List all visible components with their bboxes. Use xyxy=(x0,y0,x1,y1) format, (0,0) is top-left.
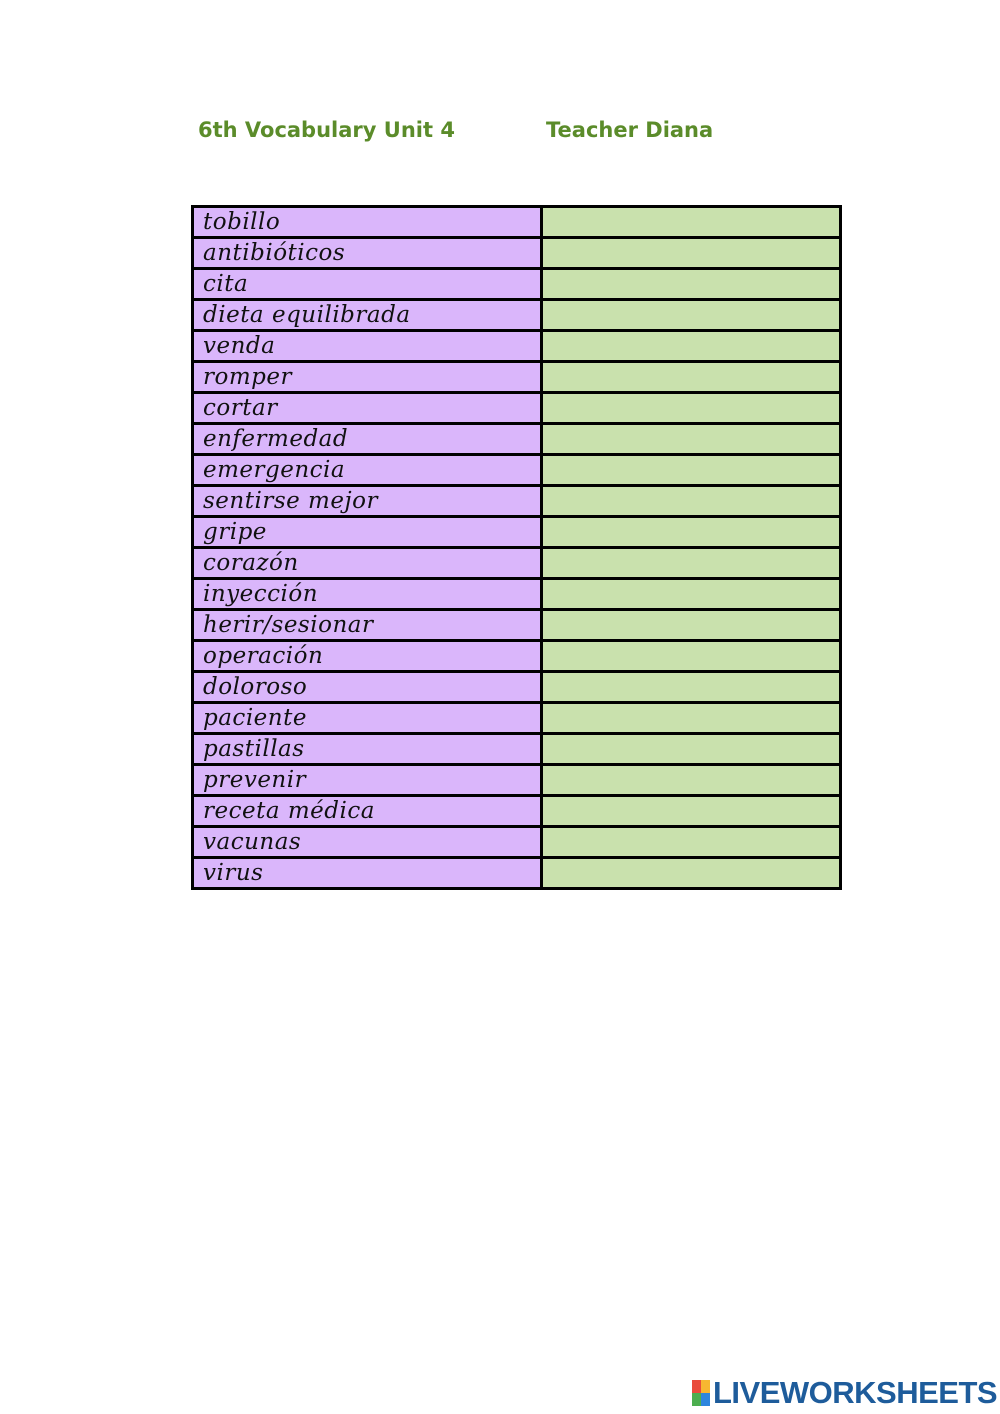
vocabulary-table xyxy=(191,205,842,890)
vocabulary-word: tobillo xyxy=(193,207,542,238)
table-row xyxy=(193,703,841,734)
answer-field[interactable] xyxy=(542,238,841,269)
vocabulary-word: enfermedad xyxy=(193,424,542,455)
vocabulary-word: antibióticos xyxy=(193,238,542,269)
vocabulary-word: receta médica xyxy=(193,796,542,827)
vocabulary-word: emergencia xyxy=(193,455,542,486)
table-row xyxy=(193,827,841,858)
table-row xyxy=(193,610,841,641)
answer-field[interactable] xyxy=(542,610,841,641)
table-row xyxy=(193,548,841,579)
answer-field[interactable] xyxy=(542,207,841,238)
vocabulary-word: paciente xyxy=(193,703,542,734)
table-row xyxy=(193,300,841,331)
table-row xyxy=(193,517,841,548)
vocabulary-word: herir/sesionar xyxy=(193,610,542,641)
table-row xyxy=(193,207,841,238)
table-row xyxy=(193,486,841,517)
answer-field[interactable] xyxy=(542,827,841,858)
table-row xyxy=(193,858,841,889)
answer-field[interactable] xyxy=(542,331,841,362)
answer-field[interactable] xyxy=(542,641,841,672)
answer-field[interactable] xyxy=(542,796,841,827)
table-row xyxy=(193,362,841,393)
table-row xyxy=(193,734,841,765)
teacher-name: Teacher Diana xyxy=(546,118,714,142)
answer-field[interactable] xyxy=(542,269,841,300)
vocabulary-word: doloroso xyxy=(193,672,542,703)
answer-field[interactable] xyxy=(542,455,841,486)
vocabulary-word: venda xyxy=(193,331,542,362)
answer-field[interactable] xyxy=(542,703,841,734)
vocabulary-word: cortar xyxy=(193,393,542,424)
answer-field[interactable] xyxy=(542,734,841,765)
vocabulary-word: pastillas xyxy=(193,734,542,765)
answer-field[interactable] xyxy=(542,517,841,548)
table-row xyxy=(193,672,841,703)
table-row xyxy=(193,455,841,486)
vocabulary-word: vacunas xyxy=(193,827,542,858)
liveworksheets-branding xyxy=(692,1375,997,1411)
vocabulary-word: romper xyxy=(193,362,542,393)
answer-field[interactable] xyxy=(542,672,841,703)
table-row xyxy=(193,796,841,827)
vocabulary-word: corazón xyxy=(193,548,542,579)
worksheet-title: 6th Vocabulary Unit 4 xyxy=(198,118,455,142)
table-row xyxy=(193,331,841,362)
answer-field[interactable] xyxy=(542,300,841,331)
vocabulary-word: inyección xyxy=(193,579,542,610)
table-row xyxy=(193,579,841,610)
answer-field[interactable] xyxy=(542,486,841,517)
table-row xyxy=(193,765,841,796)
vocabulary-word: prevenir xyxy=(193,765,542,796)
table-row xyxy=(193,238,841,269)
brand-name: LIVEWORKSHEETS xyxy=(713,1375,998,1410)
vocabulary-word: virus xyxy=(193,858,542,889)
answer-field[interactable] xyxy=(542,548,841,579)
table-row xyxy=(193,269,841,300)
vocabulary-word: gripe xyxy=(193,517,542,548)
vocabulary-word: cita xyxy=(193,269,542,300)
table-row xyxy=(193,641,841,672)
liveworksheets-logo-icon xyxy=(692,1380,710,1406)
answer-field[interactable] xyxy=(542,765,841,796)
answer-field[interactable] xyxy=(542,579,841,610)
answer-field[interactable] xyxy=(542,424,841,455)
table-row xyxy=(193,393,841,424)
vocabulary-word: sentirse mejor xyxy=(193,486,542,517)
answer-field[interactable] xyxy=(542,393,841,424)
vocabulary-word: dieta equilibrada xyxy=(193,300,542,331)
answer-field[interactable] xyxy=(542,858,841,889)
answer-field[interactable] xyxy=(542,362,841,393)
vocabulary-word: operación xyxy=(193,641,542,672)
table-row xyxy=(193,424,841,455)
